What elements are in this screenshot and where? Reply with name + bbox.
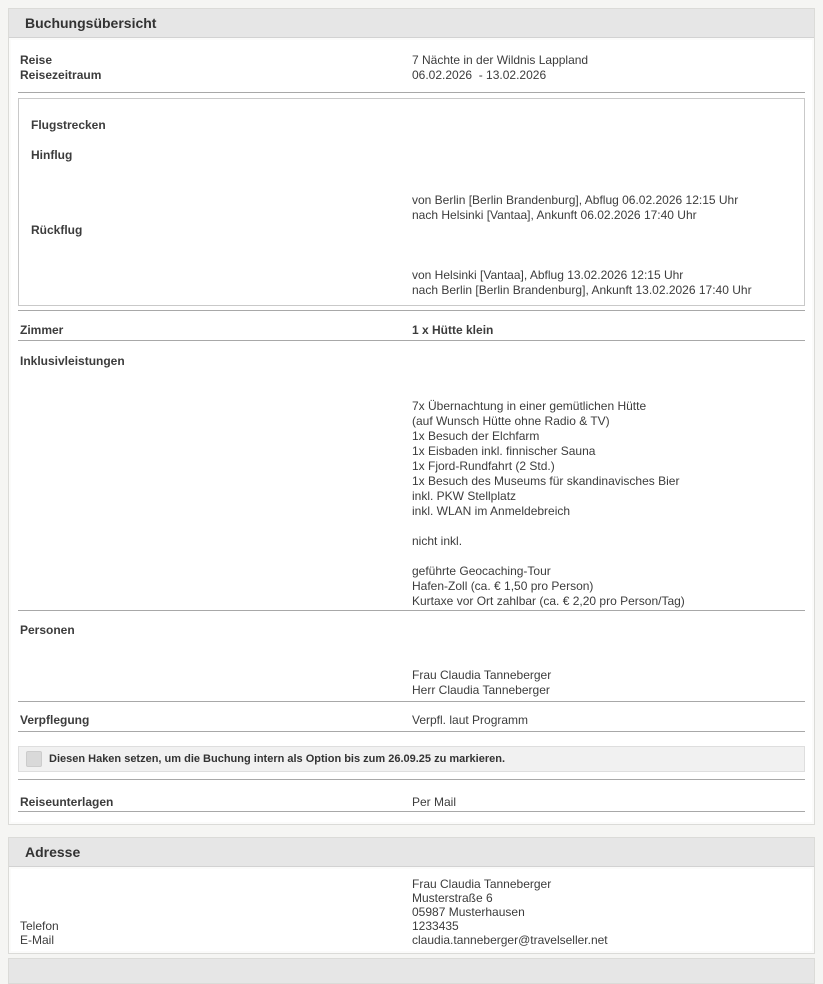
inclusive-services-row: [20, 341, 803, 609]
travel-documents-label: Reiseunterlagen: [20, 795, 114, 809]
flight-line: von Helsinki [Vantaa], Abflug 13.02.2026 12:15 Uhr: [412, 268, 684, 282]
address-row-label: [20, 891, 412, 905]
inclusive-services-label: Inklusivleistungen: [20, 354, 125, 368]
divider: [18, 731, 805, 732]
address-row: [20, 891, 803, 905]
divider: [18, 92, 805, 93]
outbound-flight-lines: [412, 148, 792, 223]
travel-documents-value: Per Mail: [412, 795, 457, 809]
address-row: [20, 933, 803, 947]
address-row-label: E-Mail: [20, 933, 55, 947]
booking-overview-panel: [8, 8, 815, 825]
return-flight-label: Rückflug: [31, 223, 83, 237]
return-flight-lines: [412, 223, 792, 298]
bottom-panel-stub-header: [9, 959, 814, 983]
flight-line: von Berlin [Berlin Brandenburg], Abflug 06.02.2026 12:15 Uhr: [412, 193, 739, 207]
address-header: [9, 838, 814, 867]
address-row-label: [20, 905, 412, 919]
inclusive-service-line: nicht inkl.: [412, 534, 463, 548]
address-row: [20, 877, 803, 891]
return-flight-row: [31, 223, 792, 298]
inclusive-service-line: [412, 519, 803, 534]
option-text: Diesen Haken setzen, um die Buchung intern als Option bis zum 26.09.25 zu markieren.: [49, 753, 506, 765]
persons-label: Personen: [20, 623, 75, 637]
persons-lines: [412, 623, 803, 698]
booking-overview-header: [9, 9, 814, 38]
flights-title: Flugstrecken: [31, 118, 106, 132]
address-row-value: 1233435: [412, 919, 459, 933]
trip-value: 7 Nächte in der Wildnis Lappland: [412, 53, 589, 67]
outbound-flight-label: Hinflug: [31, 148, 73, 162]
bottom-panel-stub: [8, 958, 815, 984]
outbound-flight-row: [31, 148, 792, 223]
inclusive-service-line: [412, 549, 803, 564]
address-row-value: Musterstraße 6: [412, 891, 493, 905]
address-body: [11, 869, 812, 951]
board-label: Verpflegung: [20, 713, 90, 727]
flight-box: [18, 98, 805, 306]
address-panel: [8, 837, 815, 954]
booking-overview-body: [11, 40, 812, 822]
address-row: [20, 905, 803, 919]
address-row-value: claudia.tanneberger@travelseller.net: [412, 933, 608, 947]
period-value: 06.02.2026 - 13.02.2026: [412, 68, 547, 82]
address-title: Adresse: [25, 844, 81, 860]
flight-line: nach Helsinki [Vantaa], Ankunft 06.02.2026 17:40 Uhr: [412, 208, 697, 222]
room-label: Zimmer: [20, 323, 64, 337]
room-row: [20, 311, 803, 340]
inclusive-service-line: 1x Besuch der Elchfarm: [412, 429, 540, 443]
person-line: Herr Claudia Tanneberger: [412, 683, 550, 697]
page: [0, 8, 823, 947]
inclusive-service-line: 1x Besuch des Museums für skandinavisches Bier: [412, 474, 680, 488]
inclusive-service-line: inkl. PKW Stellplatz: [412, 489, 517, 503]
booking-overview-title: Buchungsübersicht: [25, 15, 157, 31]
inclusive-service-line: Kurtaxe vor Ort zahlbar (ca. € 2,20 pro Person/Tag): [412, 594, 685, 608]
address-row-value: 05987 Musterhausen: [412, 905, 525, 919]
period-label: Reisezeitraum: [20, 68, 102, 82]
inclusive-service-line: 7x Übernachtung in einer gemütlichen Hütte: [412, 399, 647, 413]
flights-title-row: [31, 118, 792, 133]
persons-row: [20, 611, 803, 701]
person-line: Frau Claudia Tanneberger: [412, 668, 552, 682]
inclusive-service-line: inkl. WLAN im Anmeldebreich: [412, 504, 571, 518]
divider: [18, 811, 805, 812]
inclusive-service-line: 1x Eisbaden inkl. finnischer Sauna: [412, 444, 596, 458]
inclusive-service-line: 1x Fjord-Rundfahrt (2 Std.): [412, 459, 555, 473]
trip-row: [20, 53, 803, 68]
address-row-value: Frau Claudia Tanneberger: [412, 877, 552, 891]
flight-line: nach Berlin [Berlin Brandenburg], Ankunft 13.02.2026 17:40 Uhr: [412, 283, 752, 297]
address-row: [20, 919, 803, 933]
travel-documents-row: [20, 780, 803, 811]
inclusive-service-line: geführte Geocaching-Tour: [412, 564, 551, 578]
period-row: [20, 68, 803, 83]
address-row-label: Telefon: [20, 919, 59, 933]
inclusive-services-lines: [412, 354, 803, 609]
option-marker-strip: [18, 746, 805, 772]
trip-label: Reise: [20, 53, 53, 67]
inclusive-service-line: (auf Wunsch Hütte ohne Radio & TV): [412, 414, 610, 428]
board-row: [20, 702, 803, 731]
board-value: Verpfl. laut Programm: [412, 713, 529, 727]
room-value: 1 x Hütte klein: [412, 323, 494, 337]
option-checkbox[interactable]: [26, 751, 42, 767]
inclusive-service-line: Hafen-Zoll (ca. € 1,50 pro Person): [412, 579, 594, 593]
address-row-label: [20, 877, 412, 891]
